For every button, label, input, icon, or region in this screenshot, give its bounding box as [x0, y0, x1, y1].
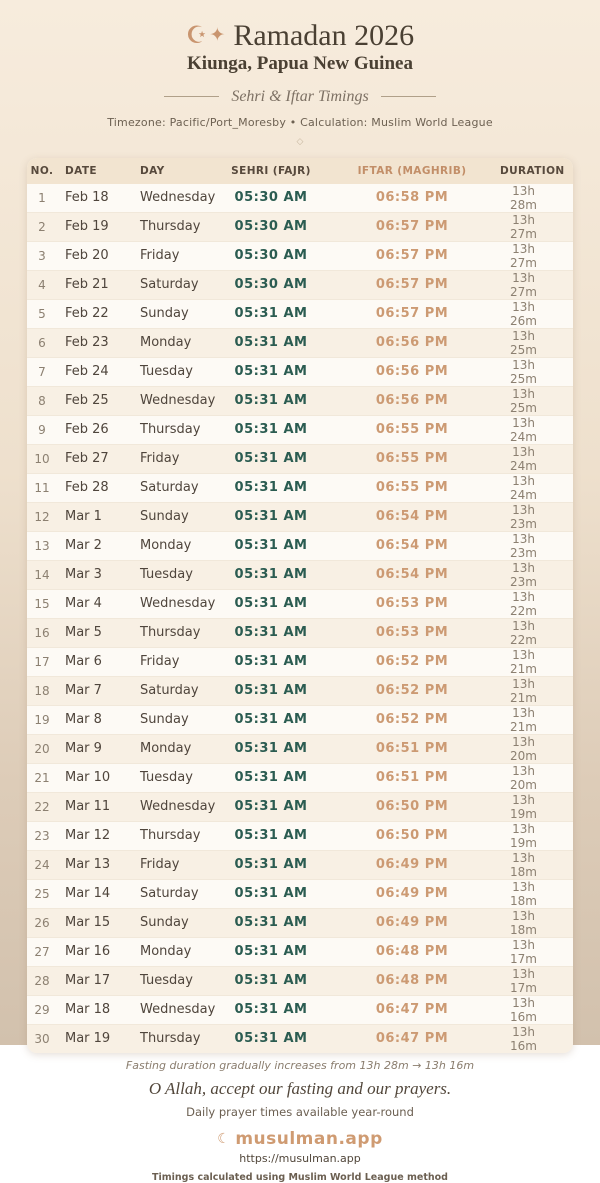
- row-day: Wednesday: [134, 386, 218, 415]
- row-sehri-time: 05:31 AM: [218, 966, 324, 995]
- row-sehri-time: 05:31 AM: [218, 473, 324, 502]
- row-sehri-time: 05:31 AM: [218, 734, 324, 763]
- row-sehri-time: 05:31 AM: [218, 531, 324, 560]
- row-sehri-time: 05:31 AM: [218, 618, 324, 647]
- row-number: 18: [27, 676, 57, 705]
- row-iftar-time: 06:56 PM: [324, 328, 500, 357]
- row-date: Mar 7: [57, 676, 134, 705]
- row-duration: 13h 27m: [500, 241, 573, 270]
- row-day: Saturday: [134, 270, 218, 299]
- row-iftar-time: 06:48 PM: [324, 937, 500, 966]
- row-day: Wednesday: [134, 792, 218, 821]
- table-row: [27, 705, 573, 734]
- row-iftar-time: 06:51 PM: [324, 734, 500, 763]
- page-header: [0, 0, 600, 147]
- row-number: 21: [27, 763, 57, 792]
- row-sehri-time: 05:31 AM: [218, 386, 324, 415]
- row-date: Mar 1: [57, 502, 134, 531]
- row-number: 26: [27, 908, 57, 937]
- row-duration: 13h 17m: [500, 937, 573, 966]
- row-day: Monday: [134, 734, 218, 763]
- row-duration: 13h 17m: [500, 966, 573, 995]
- row-date: Mar 14: [57, 879, 134, 908]
- table-row: [27, 241, 573, 270]
- row-iftar-time: 06:52 PM: [324, 705, 500, 734]
- subtitle-rule-left: [164, 96, 219, 97]
- row-number: 3: [27, 241, 57, 270]
- row-day: Sunday: [134, 299, 218, 328]
- row-iftar-time: 06:51 PM: [324, 763, 500, 792]
- row-iftar-time: 06:57 PM: [324, 212, 500, 241]
- row-date: Feb 28: [57, 473, 134, 502]
- row-day: Monday: [134, 328, 218, 357]
- row-iftar-time: 06:57 PM: [324, 241, 500, 270]
- row-day: Saturday: [134, 676, 218, 705]
- row-duration: 13h 19m: [500, 821, 573, 850]
- sparkle-icon: ✦: [209, 25, 226, 46]
- title-text: Ramadan 2026: [233, 19, 415, 52]
- row-sehri-time: 05:31 AM: [218, 444, 324, 473]
- table-row: [27, 850, 573, 879]
- row-date: Feb 24: [57, 357, 134, 386]
- row-day: Wednesday: [134, 995, 218, 1024]
- table-row: [27, 676, 573, 705]
- crescent-icon: ☾: [217, 1130, 231, 1147]
- row-duration: 13h 16m: [500, 1024, 573, 1053]
- row-duration: 13h 20m: [500, 734, 573, 763]
- row-date: Feb 25: [57, 386, 134, 415]
- row-sehri-time: 05:30 AM: [234, 190, 308, 205]
- row-date: Mar 4: [57, 589, 134, 618]
- row-sehri-time: 05:30 AM: [218, 270, 324, 299]
- row-iftar-time: 06:50 PM: [324, 821, 500, 850]
- row-day: Tuesday: [134, 966, 218, 995]
- row-day: Thursday: [134, 415, 218, 444]
- row-sehri-time: 05:31 AM: [218, 908, 324, 937]
- row-number: 10: [27, 444, 57, 473]
- row-number: 9: [27, 415, 57, 444]
- row-number: 8: [27, 386, 57, 415]
- row-number: 23: [27, 821, 57, 850]
- row-day: Tuesday: [134, 560, 218, 589]
- timezone-calculation-meta: Timezone: Pacific/Port_Moresby • Calculation: Muslim World League: [107, 115, 493, 129]
- row-iftar-time: 06:55 PM: [324, 415, 500, 444]
- row-sehri-time: 05:31 AM: [218, 850, 324, 879]
- row-sehri-time: 05:31 AM: [218, 937, 324, 966]
- row-number: 15: [27, 589, 57, 618]
- timings-table-card: [27, 158, 573, 1053]
- row-day: Thursday: [134, 212, 218, 241]
- table-row: [27, 995, 573, 1024]
- row-number: 6: [27, 328, 57, 357]
- row-duration: 13h 24m: [500, 473, 573, 502]
- col-header-date: DATE: [57, 158, 134, 184]
- row-duration: 13h 22m: [500, 618, 573, 647]
- row-iftar-time: 06:57 PM: [324, 299, 500, 328]
- row-day: Thursday: [134, 618, 218, 647]
- table-row: [27, 531, 573, 560]
- row-duration: 13h 21m: [500, 705, 573, 734]
- row-duration: 13h 22m: [500, 589, 573, 618]
- row-sehri-time: 05:31 AM: [218, 763, 324, 792]
- col-header-iftar: IFTAR (MAGHRIB): [324, 158, 500, 184]
- row-date: Feb 18: [65, 190, 109, 205]
- row-day: Friday: [134, 241, 218, 270]
- row-sehri-time: 05:31 AM: [218, 415, 324, 444]
- row-date: Mar 6: [57, 647, 134, 676]
- row-date: Feb 23: [57, 328, 134, 357]
- row-number: 12: [27, 502, 57, 531]
- row-duration: 13h 19m: [500, 792, 573, 821]
- table-body: [27, 184, 573, 1053]
- row-number: 7: [27, 357, 57, 386]
- row-day: Monday: [134, 531, 218, 560]
- row-day: Sunday: [134, 908, 218, 937]
- row-iftar-time: 06:55 PM: [324, 444, 500, 473]
- row-duration: 13h 21m: [500, 647, 573, 676]
- row-iftar-time: 06:56 PM: [324, 357, 500, 386]
- col-header-duration: DURATION: [500, 158, 573, 184]
- row-number: 22: [27, 792, 57, 821]
- row-sehri-time: 05:31 AM: [218, 995, 324, 1024]
- row-day: Wednesday: [140, 190, 216, 205]
- row-duration: 13h 16m: [500, 995, 573, 1024]
- row-date: Feb 26: [57, 415, 134, 444]
- row-duration: 13h 27m: [500, 212, 573, 241]
- crescent-star-icon: ☪: [185, 23, 208, 49]
- row-duration: 13h 21m: [500, 676, 573, 705]
- dua-text: O Allah, accept our fasting and our prayers.: [148, 1078, 452, 1098]
- row-duration: 13h 23m: [500, 502, 573, 531]
- row-iftar-time: 06:57 PM: [324, 270, 500, 299]
- row-number: 5: [27, 299, 57, 328]
- row-day: Saturday: [134, 879, 218, 908]
- row-iftar-time: 06:56 PM: [324, 386, 500, 415]
- row-iftar-time: 06:52 PM: [324, 647, 500, 676]
- row-duration: 13h 25m: [500, 386, 573, 415]
- table-row: [27, 386, 573, 415]
- row-iftar-time: 06:49 PM: [324, 879, 500, 908]
- row-date: Mar 8: [57, 705, 134, 734]
- table-row: [27, 184, 573, 213]
- row-duration: 13h 27m: [500, 270, 573, 299]
- table-row: [27, 821, 573, 850]
- row-date: Mar 5: [57, 618, 134, 647]
- row-day: Friday: [134, 444, 218, 473]
- page-footer: [0, 1059, 600, 1183]
- row-duration: 13h 24m: [500, 444, 573, 473]
- table-row: [27, 560, 573, 589]
- row-iftar-time: 06:54 PM: [324, 502, 500, 531]
- row-sehri-time: 05:30 AM: [218, 212, 324, 241]
- row-date: Mar 12: [57, 821, 134, 850]
- table-row: [27, 908, 573, 937]
- table-row: [27, 589, 573, 618]
- row-date: Mar 19: [57, 1024, 134, 1053]
- col-header-day: DAY: [134, 158, 218, 184]
- row-duration: 13h 26m: [500, 299, 573, 328]
- row-date: Mar 15: [57, 908, 134, 937]
- row-number: 19: [27, 705, 57, 734]
- subtitle-rule-right: [381, 96, 436, 97]
- row-sehri-time: 05:31 AM: [218, 1024, 324, 1053]
- row-number: 13: [27, 531, 57, 560]
- timings-table: [27, 158, 573, 1053]
- row-iftar-time: 06:47 PM: [324, 1024, 500, 1053]
- table-row: [27, 618, 573, 647]
- row-iftar-time: 06:49 PM: [324, 850, 500, 879]
- row-duration: 13h 20m: [500, 763, 573, 792]
- row-duration: 13h 28m: [510, 183, 537, 212]
- table-row: [27, 966, 573, 995]
- row-date: Mar 13: [57, 850, 134, 879]
- row-day: Tuesday: [134, 763, 218, 792]
- row-date: Feb 19: [57, 212, 134, 241]
- row-duration: 13h 18m: [500, 850, 573, 879]
- row-day: Friday: [134, 850, 218, 879]
- col-header-no: NO.: [27, 158, 57, 184]
- row-day: Thursday: [134, 821, 218, 850]
- row-sehri-time: 05:31 AM: [218, 705, 324, 734]
- duration-note: Fasting duration gradually increases from 13h 28m → 13h 16m: [125, 1058, 475, 1072]
- row-day: Monday: [134, 937, 218, 966]
- row-day: Tuesday: [134, 357, 218, 386]
- row-sehri-time: 05:31 AM: [218, 502, 324, 531]
- col-header-sehri: SEHRI (FAJR): [218, 158, 324, 184]
- row-date: Feb 27: [57, 444, 134, 473]
- row-day: Thursday: [134, 1024, 218, 1053]
- row-sehri-time: 05:31 AM: [218, 357, 324, 386]
- table-row: [27, 444, 573, 473]
- page-title: [0, 20, 600, 52]
- row-sehri-time: 05:31 AM: [218, 589, 324, 618]
- row-date: Mar 16: [57, 937, 134, 966]
- row-day: Saturday: [134, 473, 218, 502]
- table-row: [27, 357, 573, 386]
- row-day: Sunday: [134, 705, 218, 734]
- row-date: Feb 22: [57, 299, 134, 328]
- row-number: 30: [27, 1024, 57, 1053]
- row-duration: 13h 25m: [500, 357, 573, 386]
- row-number: 11: [27, 473, 57, 502]
- table-row: [27, 502, 573, 531]
- table-row: [27, 415, 573, 444]
- row-date: Mar 11: [57, 792, 134, 821]
- row-iftar-time: 06:52 PM: [324, 676, 500, 705]
- row-sehri-time: 05:31 AM: [218, 792, 324, 821]
- row-date: Mar 3: [57, 560, 134, 589]
- row-duration: 13h 18m: [500, 879, 573, 908]
- row-number: 17: [27, 647, 57, 676]
- row-date: Mar 9: [57, 734, 134, 763]
- table-row: [27, 299, 573, 328]
- table-row: [27, 879, 573, 908]
- row-date: Mar 17: [57, 966, 134, 995]
- row-date: Mar 10: [57, 763, 134, 792]
- row-day: Friday: [134, 647, 218, 676]
- table-row: [27, 734, 573, 763]
- subtitle-text: Sehri & Iftar Timings: [231, 87, 369, 105]
- table-row: [27, 647, 573, 676]
- method-note: Timings calculated using Muslim World League method: [152, 1171, 448, 1183]
- row-number: 14: [27, 560, 57, 589]
- row-number: 20: [27, 734, 57, 763]
- row-number: 16: [27, 618, 57, 647]
- row-number: 4: [27, 270, 57, 299]
- table-row: [27, 473, 573, 502]
- row-date: Feb 21: [57, 270, 134, 299]
- row-sehri-time: 05:31 AM: [218, 821, 324, 850]
- subtitle-row: [0, 88, 600, 106]
- row-number: 2: [27, 212, 57, 241]
- row-number: 28: [27, 966, 57, 995]
- brand-url[interactable]: https://musulman.app: [239, 1151, 361, 1165]
- diamond-divider-icon: ◇: [296, 136, 304, 147]
- row-iftar-time: 06:48 PM: [324, 966, 500, 995]
- location-title: Kiunga, Papua New Guinea: [187, 52, 413, 74]
- table-row: [27, 270, 573, 299]
- row-iftar-time: 06:47 PM: [324, 995, 500, 1024]
- row-iftar-time: 06:54 PM: [324, 531, 500, 560]
- table-row: [27, 1024, 573, 1053]
- row-duration: 13h 23m: [500, 531, 573, 560]
- brand-link[interactable]: [0, 1129, 600, 1149]
- row-duration: 13h 25m: [500, 328, 573, 357]
- row-duration: 13h 23m: [500, 560, 573, 589]
- row-number: 25: [27, 879, 57, 908]
- row-sehri-time: 05:31 AM: [218, 328, 324, 357]
- table-row: [27, 212, 573, 241]
- availability-text: Daily prayer times available year-round: [186, 1104, 414, 1119]
- table-header: [27, 158, 573, 184]
- row-number: 29: [27, 995, 57, 1024]
- row-sehri-time: 05:31 AM: [218, 676, 324, 705]
- row-iftar-time: 06:53 PM: [324, 589, 500, 618]
- row-sehri-time: 05:30 AM: [218, 241, 324, 270]
- row-sehri-time: 05:31 AM: [218, 299, 324, 328]
- row-iftar-time: 06:54 PM: [324, 560, 500, 589]
- table-row: [27, 792, 573, 821]
- table-row: [27, 328, 573, 357]
- row-date: Mar 2: [57, 531, 134, 560]
- row-duration: 13h 18m: [500, 908, 573, 937]
- row-sehri-time: 05:31 AM: [218, 560, 324, 589]
- row-sehri-time: 05:31 AM: [218, 647, 324, 676]
- row-number: 27: [27, 937, 57, 966]
- row-iftar-time: 06:53 PM: [324, 618, 500, 647]
- row-iftar-time: 06:49 PM: [324, 908, 500, 937]
- table-row: [27, 937, 573, 966]
- row-sehri-time: 05:31 AM: [218, 879, 324, 908]
- row-date: Feb 20: [57, 241, 134, 270]
- row-number: 24: [27, 850, 57, 879]
- row-date: Mar 18: [57, 995, 134, 1024]
- row-day: Wednesday: [134, 589, 218, 618]
- row-iftar-time: 06:58 PM: [375, 190, 449, 205]
- row-day: Sunday: [134, 502, 218, 531]
- row-duration: 13h 24m: [500, 415, 573, 444]
- row-number: 1: [38, 190, 46, 205]
- table-row: [27, 763, 573, 792]
- brand-name: musulman.app: [235, 1128, 383, 1149]
- row-iftar-time: 06:50 PM: [324, 792, 500, 821]
- row-iftar-time: 06:55 PM: [324, 473, 500, 502]
